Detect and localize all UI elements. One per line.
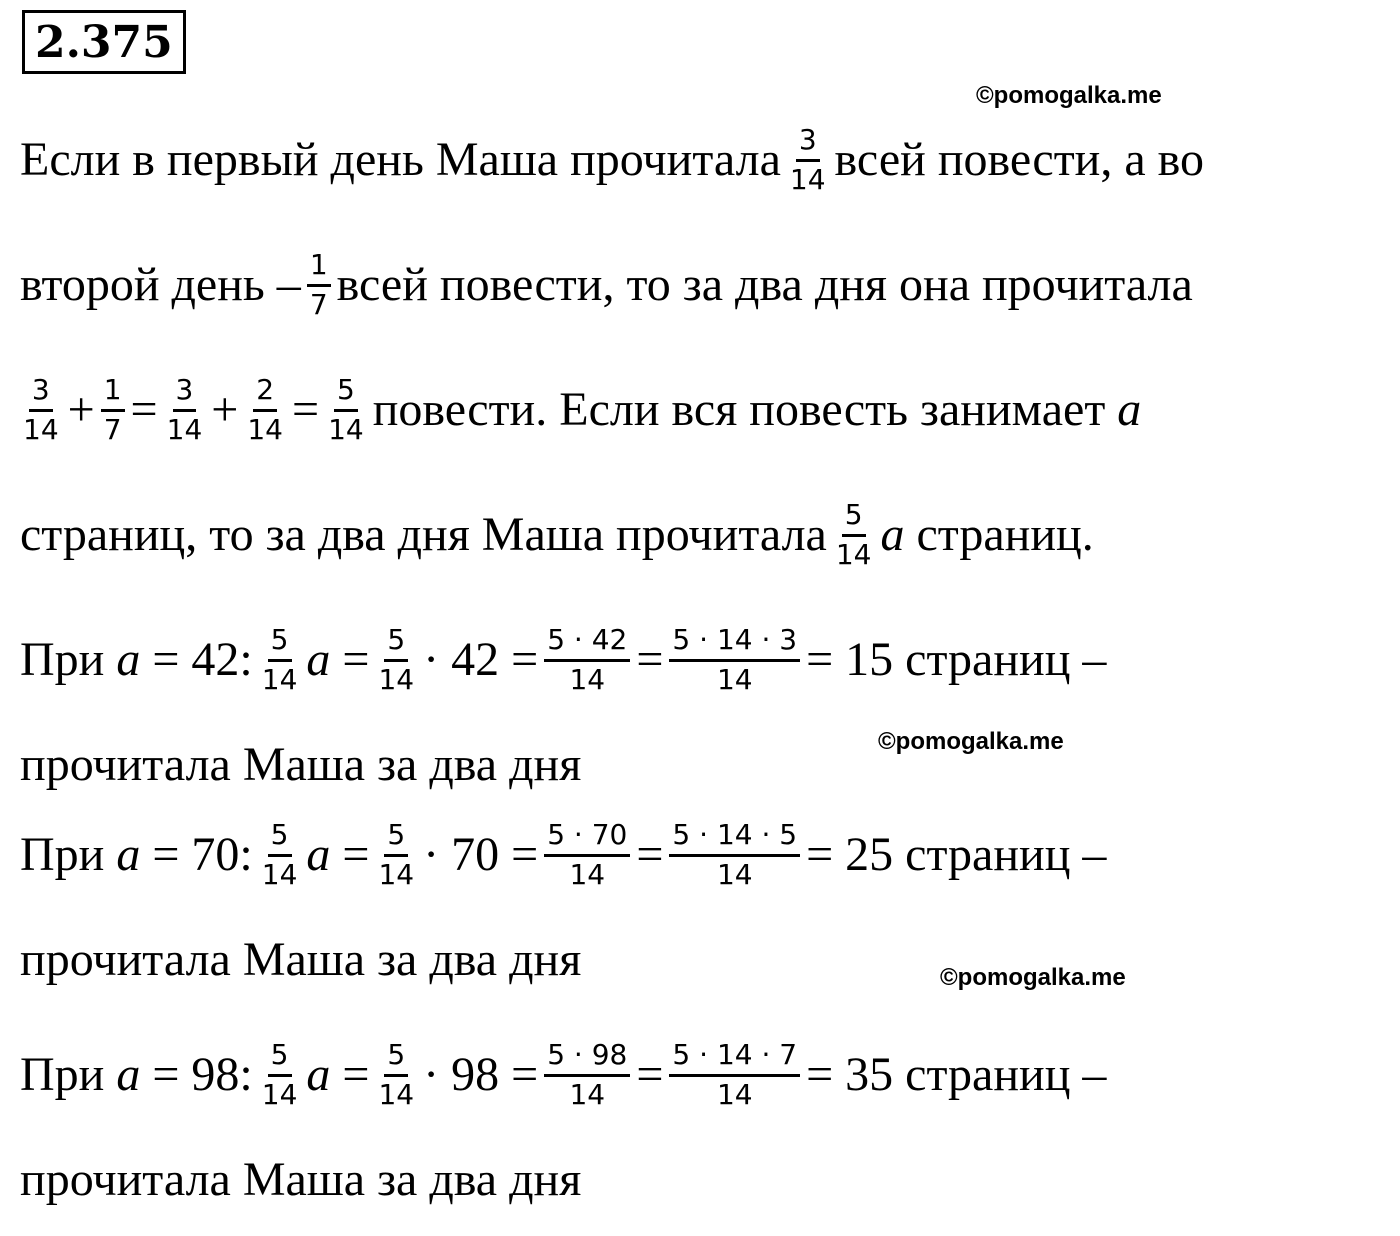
result-text: = 35 страниц –: [806, 1048, 1107, 1101]
watermark: ©pomogalka.me: [878, 728, 1064, 755]
denominator: 14: [789, 162, 826, 196]
text-fragment: При: [20, 828, 105, 881]
numerator: 5: [268, 1039, 292, 1076]
fraction: [375, 819, 417, 890]
text-fragment: прочитала Маша за два дня: [20, 738, 582, 791]
equals-sign: =: [291, 383, 320, 436]
text-line-3: [20, 345, 1141, 475]
numerator: 5 · 14 · 5: [669, 819, 800, 856]
text-fragment: страниц.: [916, 508, 1094, 561]
text-fragment: При: [20, 633, 105, 686]
text-fragment: · 42 =: [423, 633, 539, 686]
denominator: 14: [328, 412, 364, 446]
denominator: 14: [261, 1077, 298, 1111]
numerator: 3: [173, 374, 197, 411]
equals-sign: =: [636, 633, 664, 686]
fraction: [244, 374, 286, 445]
numerator: 5 · 70: [544, 819, 630, 856]
fraction: [307, 249, 331, 320]
fraction: [375, 1039, 417, 1110]
fraction: [259, 624, 301, 695]
fraction: [325, 374, 367, 445]
text-fragment: прочитала Маша за два дня: [20, 1153, 582, 1206]
fraction: [669, 819, 800, 890]
fraction: [544, 624, 630, 695]
text-fragment: всей повести, то за два дня она прочитала: [336, 258, 1193, 311]
numerator: 5: [842, 499, 866, 536]
equals-sign: =: [636, 1048, 664, 1101]
denominator: 14: [569, 662, 606, 696]
numerator: 2: [253, 374, 277, 411]
plus-sign: +: [211, 383, 239, 436]
variable-a: a: [116, 633, 141, 686]
text-fragment: · 98 =: [423, 1048, 539, 1101]
denominator: 14: [166, 412, 203, 446]
denominator: 14: [247, 412, 283, 446]
variable-a: a: [116, 1048, 141, 1101]
fraction: [101, 374, 125, 445]
problem-number: 2.375: [22, 10, 186, 74]
denominator: 14: [378, 662, 415, 696]
denominator: 7: [309, 287, 328, 321]
variable-a: a: [306, 1048, 331, 1101]
variable-a: a: [1117, 383, 1142, 436]
watermark: ©pomogalka.me: [976, 82, 1162, 109]
variable-a: a: [880, 508, 905, 561]
text-fragment: всей повести, а во: [834, 133, 1204, 186]
denominator: 14: [716, 1077, 753, 1111]
denominator: 14: [716, 662, 753, 696]
denominator: 14: [261, 857, 298, 891]
denominator: 14: [835, 537, 872, 571]
fraction: [375, 624, 417, 695]
text-fragment: второй день –: [20, 258, 301, 311]
numerator: 1: [101, 374, 125, 411]
fraction: [669, 1039, 800, 1110]
variable-a: a: [306, 828, 331, 881]
result-text: = 25 страниц –: [806, 828, 1107, 881]
numerator: 5 · 14 · 7: [669, 1039, 800, 1076]
denominator: 14: [569, 857, 606, 891]
fraction: [544, 819, 630, 890]
result-text: = 15 страниц –: [806, 633, 1107, 686]
case-1-equation: [20, 595, 1106, 725]
case-3-continuation: [20, 1125, 581, 1235]
text-fragment: прочитала Маша за два дня: [20, 933, 582, 986]
text-line-2: [20, 220, 1193, 350]
text-fragment: При: [20, 1048, 105, 1101]
numerator: 5: [268, 624, 292, 661]
numerator: 5 · 14 · 3: [669, 624, 800, 661]
fraction: [833, 499, 875, 570]
text-fragment: страниц, то за два дня Маша прочитала: [20, 508, 827, 561]
denominator: 14: [716, 857, 753, 891]
case-2-continuation: [20, 905, 581, 1015]
denominator: 14: [23, 412, 59, 446]
equals-sign: =: [342, 633, 370, 686]
variable-a: a: [116, 828, 141, 881]
fraction: [787, 124, 829, 195]
fraction: [544, 1039, 630, 1110]
case-2-equation: [20, 790, 1106, 920]
numerator: 1: [307, 249, 331, 286]
text-fragment: Если в первый день Маша прочитала: [20, 133, 781, 186]
denominator: 14: [261, 662, 298, 696]
fraction: [259, 1039, 301, 1110]
denominator: 14: [378, 1077, 415, 1111]
numerator: 5: [268, 819, 292, 856]
numerator: 5 · 42: [544, 624, 630, 661]
fraction: [669, 624, 800, 695]
fraction: [20, 374, 62, 445]
text-fragment: = 98:: [152, 1048, 253, 1101]
watermark: ©pomogalka.me: [940, 964, 1126, 991]
text-fragment: = 70:: [152, 828, 253, 881]
numerator: 5: [334, 374, 358, 411]
text-line-4: [20, 470, 1094, 600]
case-3-equation: [20, 1010, 1106, 1140]
fraction: [164, 374, 206, 445]
denominator: 14: [378, 857, 415, 891]
denominator: 7: [103, 412, 122, 446]
equals-sign: =: [130, 383, 158, 436]
fraction: [259, 819, 301, 890]
equals-sign: =: [342, 1048, 370, 1101]
equals-sign: =: [636, 828, 664, 881]
numerator: 5 · 98: [544, 1039, 630, 1076]
denominator: 14: [569, 1077, 606, 1111]
numerator: 3: [796, 124, 820, 161]
text-fragment: повести. Если вся повесть занимает: [372, 383, 1106, 436]
numerator: 5: [384, 819, 408, 856]
numerator: 3: [29, 374, 53, 411]
equals-sign: =: [342, 828, 370, 881]
variable-a: a: [306, 633, 331, 686]
plus-sign: +: [67, 383, 95, 436]
text-line-1: [20, 95, 1204, 225]
numerator: 5: [384, 624, 408, 661]
text-fragment: · 70 =: [423, 828, 539, 881]
text-fragment: = 42:: [152, 633, 253, 686]
numerator: 5: [384, 1039, 408, 1076]
